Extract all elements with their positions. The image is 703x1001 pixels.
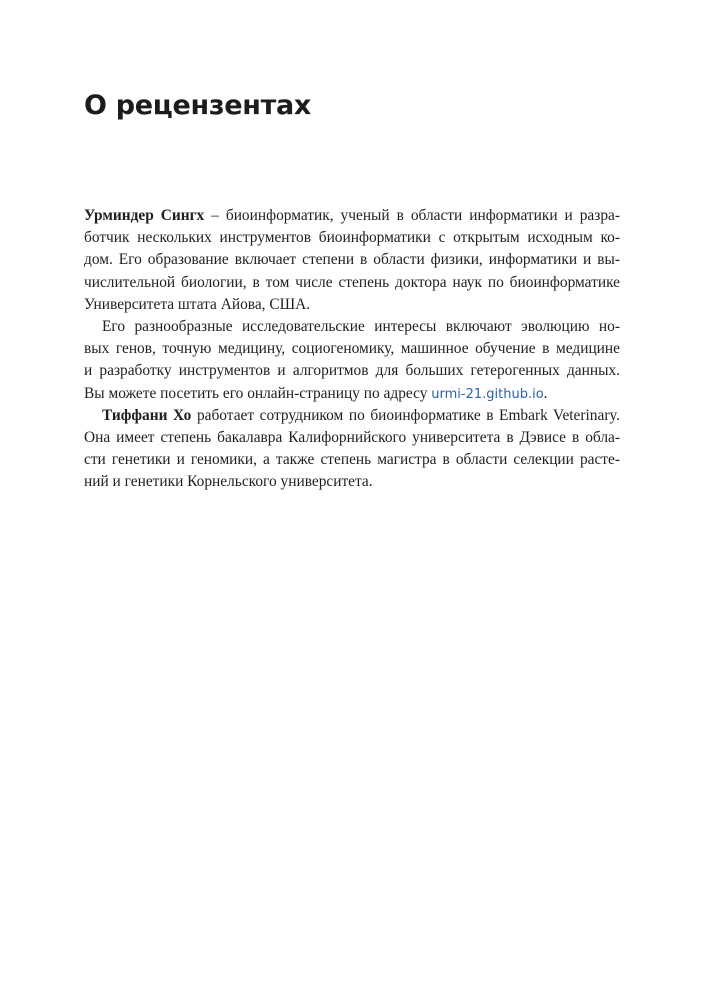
paragraph-2-line-4 <box>84 383 620 405</box>
paragraph-3-line-4: ний и генетики Корнельского университета. <box>84 473 373 491</box>
paragraph-2-line-2: вых генов, точную медицину, социогеномику, машинное обучение в медицине <box>84 340 620 358</box>
paragraph-2-line-3: и разработку инструментов и алгоритмов для больших гетерогенных данных. <box>84 362 620 380</box>
paragraph-2-line-1: Его разнообразные исследовательские интересы включают эволюцию но- <box>102 317 620 335</box>
page-title: О рецензентах <box>84 90 312 121</box>
reviewer-name-ho: Тиффани Хо <box>102 406 192 424</box>
paragraph-2-link-suffix: . <box>543 384 548 402</box>
paragraph-1-line-4: числительной биологии, в том числе степень доктора наук по биоинформатике <box>84 273 620 291</box>
paragraph-2-link-prefix: Вы можете посетить его онлайн-страницу по адресу <box>84 384 432 402</box>
reviewers-text <box>84 205 620 493</box>
paragraph-3-line-3: сти генетики и геномики, а также степень магистра в области селекции расте- <box>84 451 620 469</box>
reviewer-name-singh: Урминдер Сингх <box>84 207 205 224</box>
paragraph-1-text: – биоинформатик, ученый в области информатики и разра- <box>204 207 620 224</box>
homepage-link[interactable]: urmi-21.github.io <box>431 386 544 402</box>
paragraph-3-line-2: Она имеет степень бакалавра Калифорнийского университета в Дэвисе в обла- <box>84 428 620 446</box>
paragraph-1-line-1 <box>84 205 620 227</box>
paragraph-1-line-5: Университета штата Айова, США. <box>84 295 311 313</box>
paragraph-3-line-1 <box>84 405 620 427</box>
paragraph-1-line-2: ботчик нескольких инструментов биоинформатики с открытым исходным ко- <box>84 229 620 247</box>
paragraph-3-text: работает сотрудником по биоинформатике в Embark Veterinary. <box>191 406 620 424</box>
paragraph-1-line-3: дом. Его образование включает степени в области физики, информатики и вы- <box>84 251 620 269</box>
